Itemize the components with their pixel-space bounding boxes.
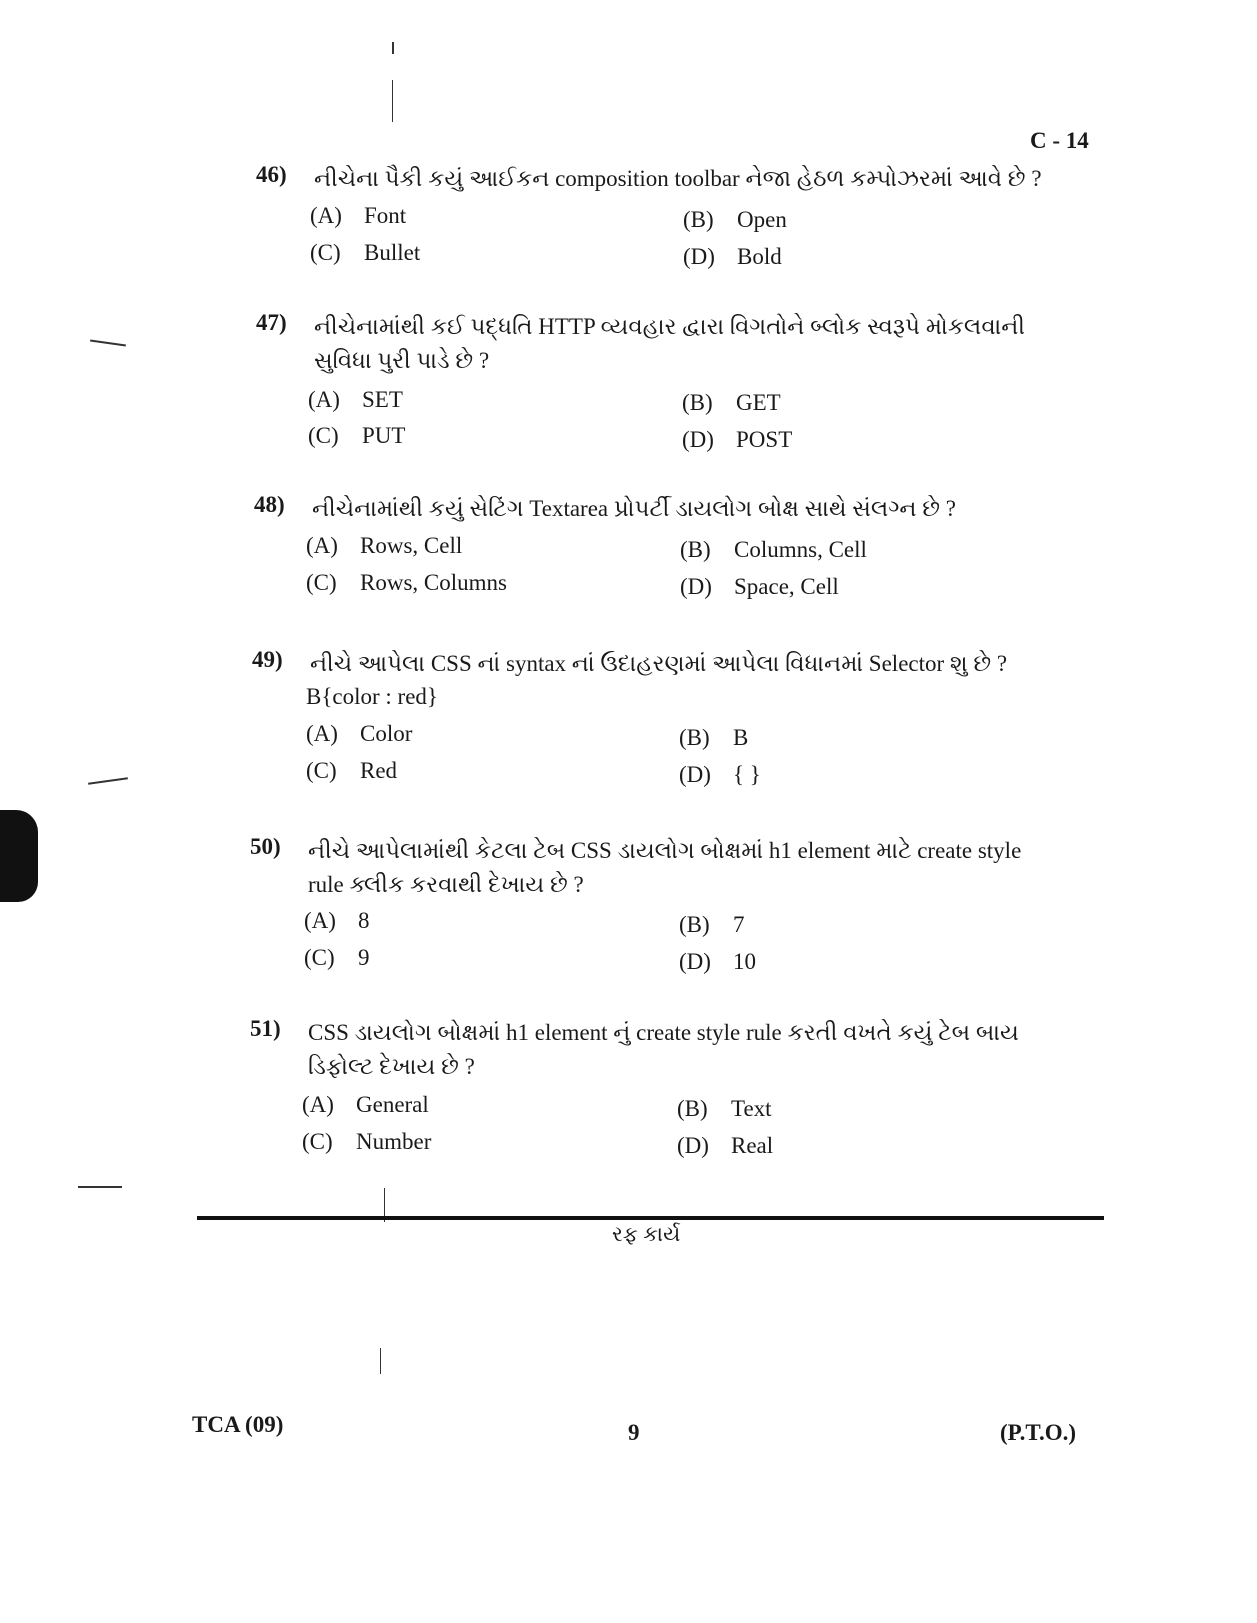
option-c: (C) 9 [304,945,370,970]
option-b: (B) Open [683,207,787,232]
question-text: નીચેના પૈકી કયું આઈકન composition toolbar નેજા હેઠળ કમ્પોઝરમાં આવે છે ? [314,166,1042,191]
scan-edge-mark [0,810,38,902]
option-b: (B) Text [677,1096,772,1121]
option-a: (A) SET [308,387,403,412]
option-c: (C) Red [306,758,398,783]
option-c: (C) Bullet [310,240,421,265]
question-text: નીચે આપેલા CSS નાં syntax નાં ઉદાહરણમાં આપેલા વિધાનમાં Selector શુ છે ? [310,651,1008,676]
footer-code: TCA (09) [192,1412,284,1437]
option-b: (B) Columns, Cell [680,537,867,562]
option-d: (D) { } [679,762,761,787]
scan-speck [78,1186,122,1188]
option-d: (D) Real [677,1133,774,1158]
option-a: (A) General [302,1092,429,1117]
question-text: નીચેનામાંથી કયું સેટિંગ Textarea પ્રોપર્ટી ડાયલોગ બોક્ષ સાથે સંલગ્ન છે ? [312,496,956,521]
pto-label: (P.T.O.) [1000,1420,1077,1445]
question-text: CSS ડાયલોગ બોક્ષમાં h1 element નું create style rule કરતી વખતે કયું ટેબ બાય ડિફોલ્ટ દેખાય છે ? [308,1020,1019,1079]
section-divider [197,1216,1104,1220]
rough-work-label: રફ કાર્ય [612,1222,681,1246]
option-d: (D) POST [682,427,793,452]
question-text: નીચેનામાંથી કઈ પદ્ધતિ HTTP વ્યવહાર દ્વારા વિગતોને બ્લોક સ્વરૂપે મોકલવાની સુવિધા પુરી પાડે છે ? [314,314,1025,373]
option-b: (B) 7 [679,912,745,937]
scan-speck [380,1348,381,1374]
question-number: 48) [254,492,285,517]
page-number: 9 [628,1420,640,1445]
option-d: (D) Bold [683,244,782,269]
option-a: (A) 8 [304,908,370,933]
option-b: (B) GET [682,390,781,415]
option-c: (C) PUT [308,423,406,448]
scan-speck [88,777,128,785]
option-d: (D) Space, Cell [680,574,839,599]
question-number: 47) [256,310,287,335]
option-c: (C) Rows, Columns [306,570,507,595]
scan-speck [392,42,394,54]
option-c: (C) Number [302,1129,432,1154]
question-number: 50) [250,834,281,859]
scan-speck [90,340,126,347]
option-b: (B) B [679,725,749,750]
css-example: B{color : red} [306,684,438,709]
paper-code: C - 14 [1030,128,1089,153]
option-a: (A) Color [306,721,413,746]
question-number: 51) [250,1016,281,1041]
question-number: 49) [252,647,283,672]
option-a: (A) Font [310,203,407,228]
option-d: (D) 10 [679,949,756,974]
option-a: (A) Rows, Cell [306,533,463,558]
question-number: 46) [256,162,287,187]
question-text: નીચે આપેલામાંથી કેટલા ટેબ CSS ડાયલોગ બોક્ષમાં h1 element માટે create style rule ક્લીક કરવાથી દેખાય છે ? [308,838,1022,897]
scan-speck [392,80,393,122]
